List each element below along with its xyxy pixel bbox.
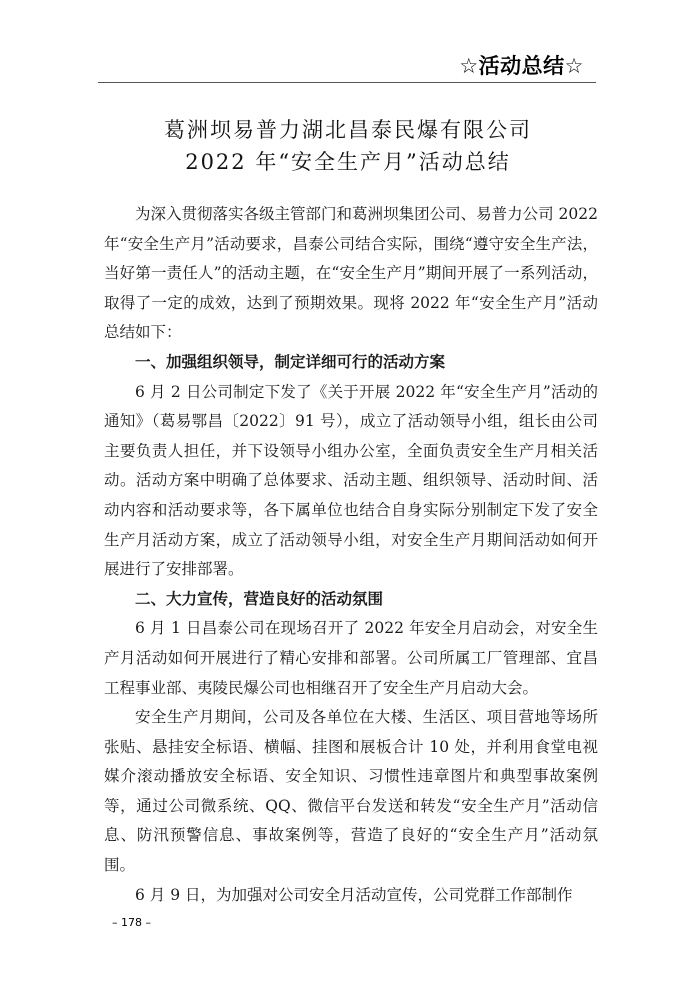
page-header [98,0,596,83]
section-heading: 二、大力宣传，营造良好的活动氛围 [135,589,384,608]
paragraph: 安全生产月期间，公司及各单位在大楼、生活区、项目营地等场所张贴、悬挂安全标语、横幅、挂图和展板合计 10 处，并利用食堂电视媒介滚动播放安全标语、安全知识、习惯性违章图片和典型事故案例等，通过公司微系统、QQ、微信平台发送和转发“安全生产月”活动信息、防汛预警信息、事故案例等，营造了良好的“安全生产月”活动氛围。 [104,708,598,875]
paragraph: 为深入贯彻落实各级主管部门和葛洲坝集团公司、易普力公司 2022 年“安全生产月”活动要求，昌泰公司结合实际，围绕“遵守安全生产法，当好第一责任人”的活动主题，在“安全生产月”期间开展了一系列活动，取得了一定的成效，达到了预期效果。现将 2022 年“安全生产月”活动总结如下： [104,205,598,342]
document-title-line2: 2022 年“安全生产月”活动总结 [185,150,511,174]
paragraph: 6 月 2 日公司制定下发了《关于开展 2022 年“安全生产月”活动的通知》（葛易鄂昌〔2022〕91 号），成立了活动领导小组，组长由公司主要负责人担任，并下设领导小组办公室，全面负责安全生产月相关活动。活动方案中明确了总体要求、活动主题、组织领导、活动时间、活动内容和活动要求等，各下属单位也结合自身实际分别制定下发了安全生产月活动方案，成立了活动领导小组，对安全生产月期间活动如何开展进行了安排部署。 [104,382,598,579]
document-body [104,200,598,910]
section-heading: 一、加强组织领导，制定详细可行的活动方案 [135,352,446,371]
header-title: ☆活动总结☆ [459,54,584,78]
document-title-line1: 葛洲坝易普力湖北昌泰民爆有限公司 [164,118,532,142]
paragraph: 6 月 9 日，为加强对公司安全月活动宣传，公司党群工作部制作 [135,885,573,904]
paragraph: 6 月 1 日昌泰公司在现场召开了 2022 年安全月启动会，对安全生产月活动如何开展进行了精心安排和部署。公司所属工厂管理部、宜昌工程事业部、夷陵民爆公司也相继召开了安全生产月启动大会。 [104,619,598,697]
page-number: – 178 – [112,916,151,929]
